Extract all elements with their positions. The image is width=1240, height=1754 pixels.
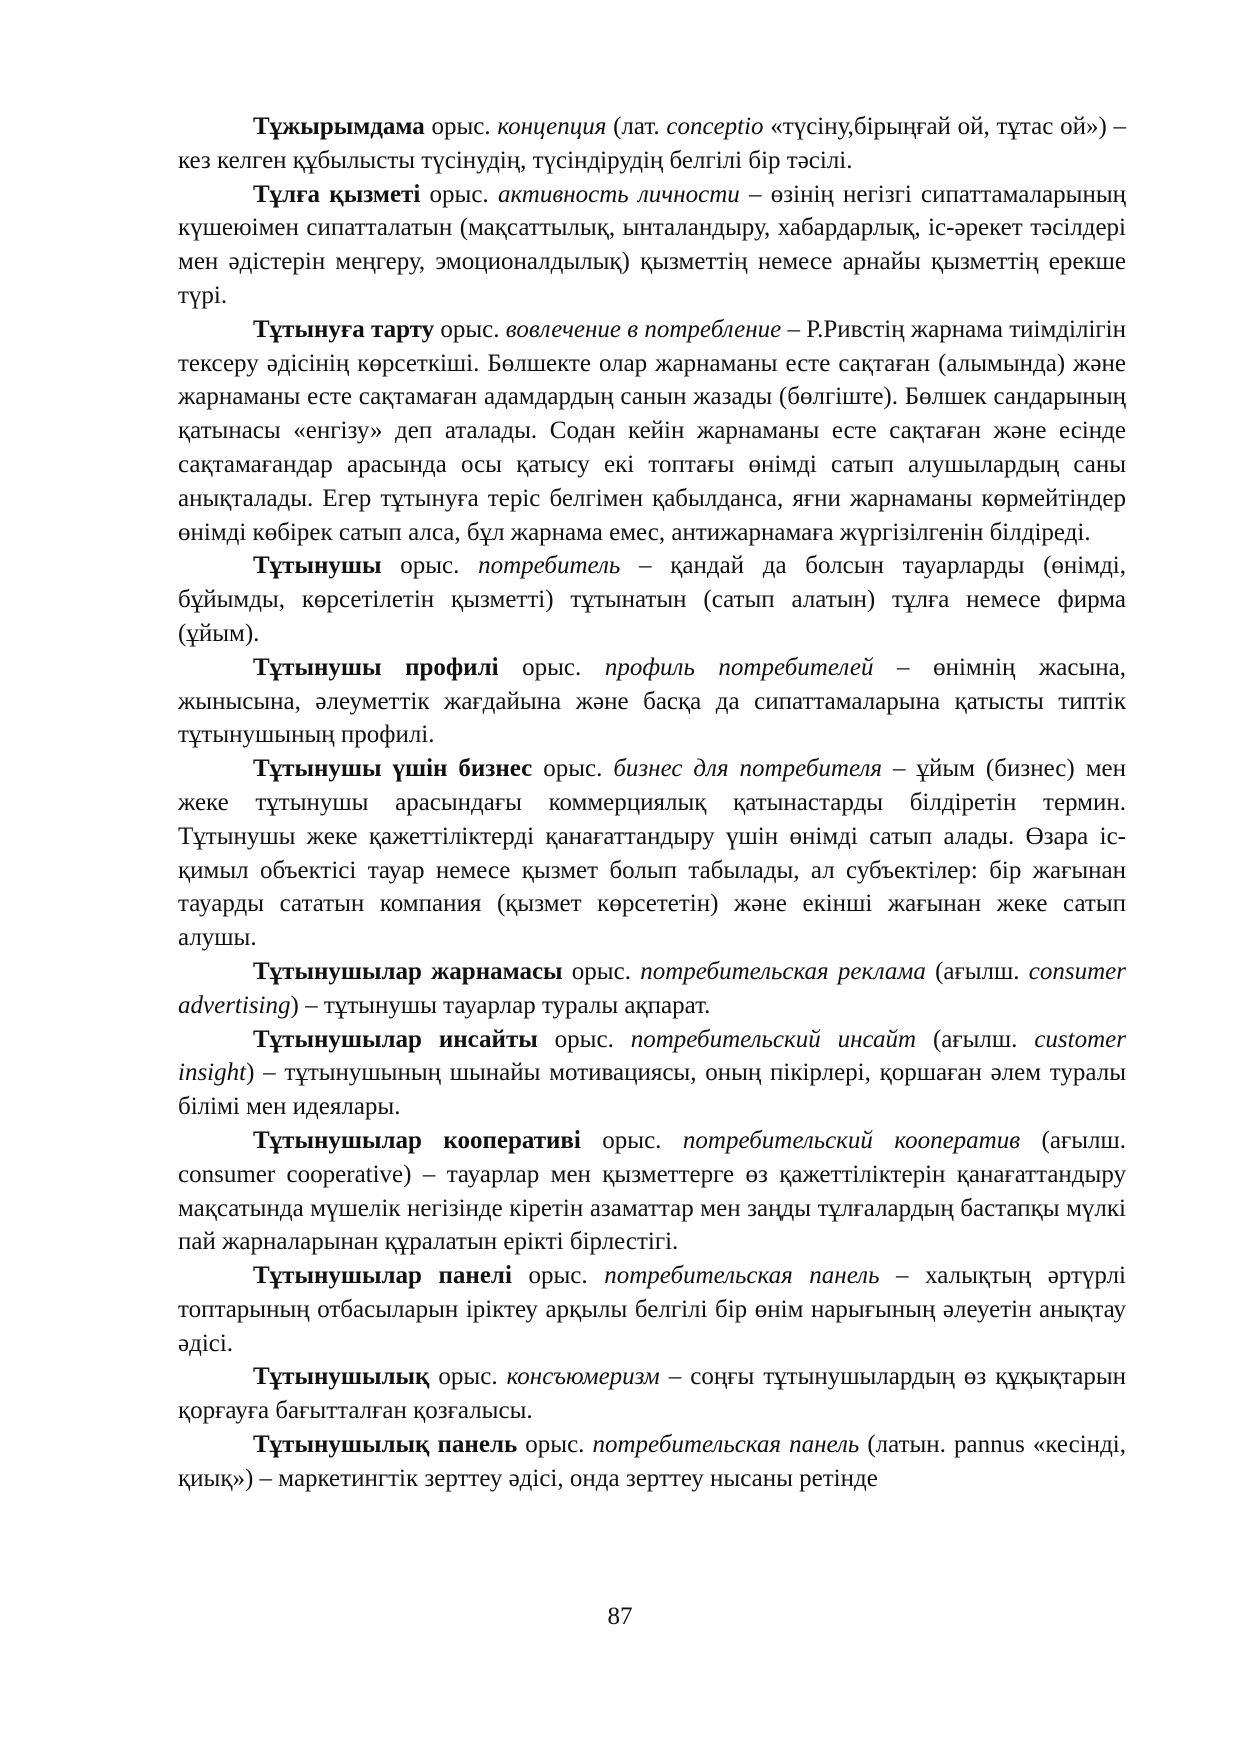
entry-lang: орыс.: [532, 755, 614, 783]
entry-term: Тұтынушы профилі: [253, 653, 499, 681]
entry-term: Тұтынушылар инсайты: [253, 1025, 538, 1053]
entry-lang: орыс.: [511, 1262, 605, 1290]
entry-term: Тұлға қызметі: [253, 180, 421, 208]
entry-lang: орыс.: [381, 552, 479, 580]
entry-english-term: consumer advertising: [178, 957, 1126, 1019]
entry-text-2: «түсіну,бірыңғай ой, тұтас ой») – кез келген құбылысты түсінудің, түсіндірудің белгілі бір тәсілі.: [178, 113, 1126, 174]
entry-text: (ағылш.: [925, 957, 1029, 985]
entry-tutynushylar-zharnamasy: [178, 955, 1126, 1023]
entry-tutynushy-ushin-biznes: [178, 752, 1126, 955]
entry-lang: орыс.: [537, 1025, 631, 1053]
entry-text: – соңғы тұтынушылардың өз құқықтарын қорғауға бағытталған қозғалысы.: [178, 1363, 1126, 1425]
entry-tuzhyrymdama: [178, 110, 1126, 178]
entry-russian-term: потребительская панель: [604, 1262, 880, 1290]
page-number: 87: [607, 1603, 633, 1630]
entry-lang: орыс.: [580, 1126, 683, 1154]
entry-russian-term: вовлечение в потребление: [505, 315, 782, 343]
entry-russian-term: потребительский инсайт: [630, 1025, 917, 1053]
entry-text: (ағылш.: [916, 1025, 1035, 1053]
entry-lang: орыс.: [429, 1363, 507, 1391]
entry-russian-term: потребитель: [478, 552, 621, 580]
entry-term: Тұтынуға тарту: [253, 315, 435, 343]
entry-russian-term: активность личности: [497, 180, 740, 208]
entry-text: – өнімнің жасына, жынысына, әлеуметтік жағдайына және басқа да сипаттамаларына қатысты типтік тұтынушының профилі.: [178, 653, 1126, 749]
entry-russian-term: консъюмеризм: [506, 1363, 660, 1391]
entry-latin-term: conceptio: [666, 113, 764, 140]
entry-tutynushylar-kooperativi: [178, 1124, 1126, 1259]
entry-russian-term: потребительская реклама: [640, 957, 926, 985]
entry-tutynushylar-insaity: [178, 1023, 1126, 1124]
entry-term: Тұжырымдама: [253, 113, 425, 140]
entry-text: (ағылш. consumer cooperative) – тауарлар мен қызметтерге өз қажеттіліктерін қанағаттандыру мақсатында мүшелік негізінде кіретін азаматтар мен заңды тұлғалардың бастапқы мүлкі пай жарналарынан құралатын ерікті бірлестігі.: [178, 1126, 1126, 1256]
entry-tutynushy: [178, 549, 1126, 650]
entry-english-term: customer insight: [178, 1025, 1126, 1087]
entry-lang: орыс.: [420, 180, 498, 208]
entry-term: Тұтынушы үшін бизнес: [253, 755, 533, 783]
entry-tutynuga-tartu: [178, 313, 1126, 550]
entry-term: Тұтынушылар панелі: [253, 1262, 512, 1290]
entry-text: (лат.: [606, 113, 667, 140]
entry-term: Тұтынушылар жарнамасы: [253, 957, 563, 985]
entry-term: Тұтынушылар кооперативі: [253, 1126, 581, 1154]
entry-lang: орыс.: [424, 113, 498, 140]
entry-tulga-kyzmeti: [178, 178, 1126, 313]
entry-text: – Р.Ривстің жарнама тиімділігін тексеру әдісінің көрсеткіші. Бөлшекте олар жарнаманы есте сақтаған (алымында) және жарнаманы есте сақтамаған адамдардың санын жазады (бөлгіште). Бөлшек сандарының қатынасы «енгізу» деп аталады. Содан кейін жарнаманы есте сақтаған және есінде сақтамағандар арасында осы қатысу екі топтағы өнімді сатып алушылардың саны анықталады. Егер тұтынуға теріс белгімен қабылданса, яғни жарнаманы көрмейтіндер өнімді көбірек сатып алса, бұл жарнама емес, антижарнамаға жүргізілгенін білдіреді.: [178, 315, 1126, 546]
entry-tutynushy-profili: [178, 651, 1126, 752]
entry-lang: орыс.: [562, 957, 641, 985]
entry-term: Тұтынушылық: [253, 1363, 430, 1391]
entry-term: Тұтынушы: [253, 552, 382, 580]
entry-tutynushylyk-panel: [178, 1428, 1126, 1496]
document-body: [178, 110, 1126, 1496]
entry-text: – халықтың әртүрлі топтарының отбасыларын іріктеу арқылы белгілі бір өнім нарығының әлеуетін анықтау әдісі.: [178, 1262, 1126, 1357]
entry-russian-term: профиль потребителей: [604, 653, 874, 681]
entry-term: Тұтынушылық панель: [253, 1431, 518, 1459]
entry-lang: орыс.: [434, 315, 506, 343]
entry-text-2: ) – тұтынушы тауарлар туралы ақпарат.: [290, 991, 711, 1019]
entry-tutynushylyk: [178, 1360, 1126, 1428]
entry-tutynushylar-paneli: [178, 1259, 1126, 1360]
entry-lang: орыс.: [517, 1431, 593, 1459]
entry-russian-term: потребительский кооператив: [682, 1126, 1021, 1154]
entry-text-2: ) – тұтынушының шынайы мотивациясы, оның пікірлері, қоршаған әлем туралы білімі мен идеялары.: [178, 1059, 1126, 1121]
entry-text: (латын. pannus «кесінді, қиық») – маркетингтік зерттеу әдісі, онда зерттеу нысаны ретінде: [178, 1431, 1126, 1492]
entry-text: – өзінің негізгі сипаттамаларының күшеюімен сипатталатын (мақсаттылық, ынталандыру, хабардарлық, іс-әрекет тәсілдері мен әдістерін меңгеру, эмоционалдылық) қызметтің немесе арнайы қызметтің ерекше түрі.: [178, 180, 1126, 309]
entry-russian-term: потребительская панель: [592, 1431, 860, 1459]
entry-russian-term: концепция: [497, 113, 607, 140]
entry-russian-term: бизнес для потребителя: [613, 755, 882, 783]
entry-text: – қандай да болсын тауарларды (өнімді, бұйымды, көрсетілетін қызметті) тұтынатын (сатып алатын) тұлға немесе фирма (ұйым).: [178, 552, 1126, 647]
entry-text: – ұйым (бизнес) мен жеке тұтынушы арасындағы коммерциялық қатынастарды білдіретін термин. Тұтынушы жеке қажеттіліктерді қанағаттандыру үшін өнімді сатып алады. Өзара іс-қимыл объектісі тауар немесе қызмет болып табылады, ал субъектілер: бір жағынан тауарды сататын компания (қызмет көрсететін) және екінші жағынан жеке сатып алушы.: [178, 755, 1126, 952]
entry-lang: орыс.: [498, 653, 605, 681]
